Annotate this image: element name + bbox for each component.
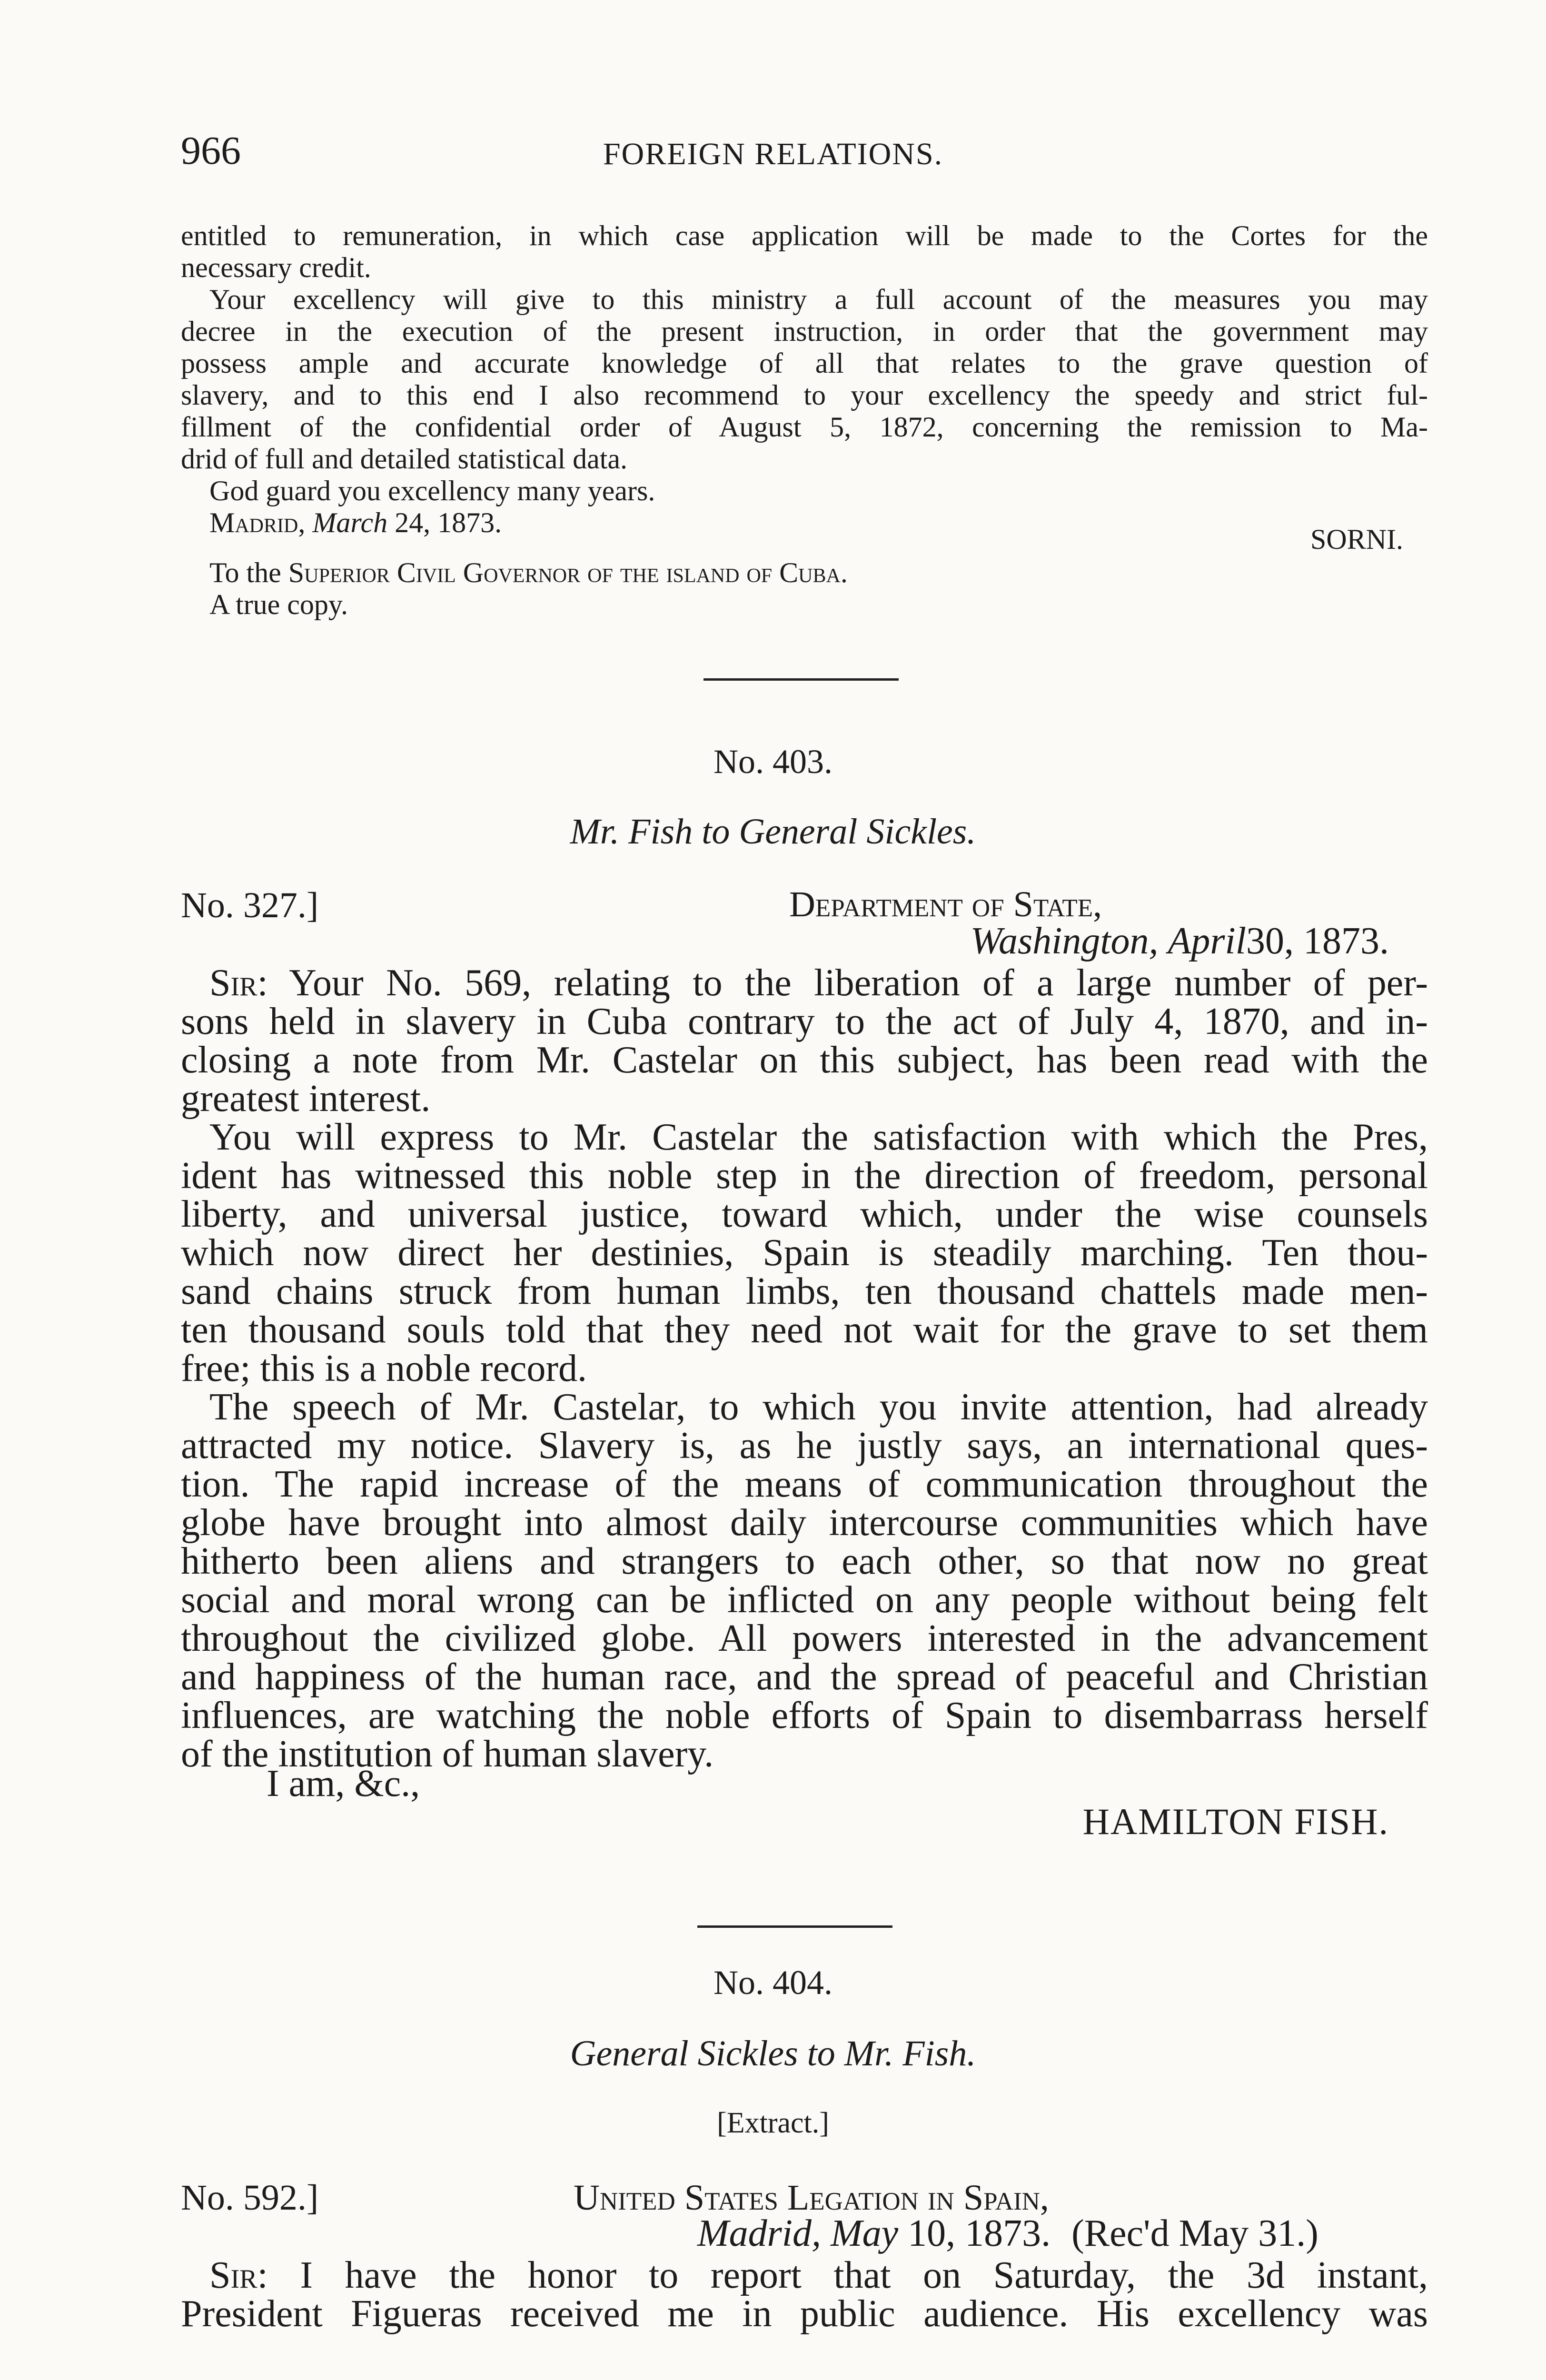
doc403-title: Mr. Fish to General Sickles. [570, 812, 976, 852]
doc403-body [181, 964, 1428, 1774]
doc402-date-month: March [312, 507, 388, 538]
doc403-p1-line: greatest interest. [181, 1078, 431, 1120]
doc403-number: No. 403. [714, 743, 832, 781]
doc403-closing: I am, &c., [267, 1763, 420, 1805]
doc403-dateline [971, 921, 1389, 961]
doc404-ref: No. 592.] [181, 2178, 319, 2218]
section-divider [697, 1925, 892, 1928]
doc402-p2-line: drid of full and detailed statistical data. [181, 443, 628, 475]
doc402-signature-text: SORNI. [1310, 524, 1403, 555]
doc403-p3-line: of the institution of human slavery. [181, 1733, 714, 1775]
doc403-p3-line: tion. The rapid increase of the means of communication throughout the [181, 1463, 1428, 1505]
doc403-p3-line: and happiness of the human race, and the spread of peaceful and Christian [181, 1656, 1428, 1698]
doc403-p3-line: hitherto been aliens and strangers to each other, so that now no great [181, 1540, 1428, 1582]
doc403-p3-line: globe have brought into almost daily intercourse communities which have [181, 1502, 1428, 1544]
doc402-date-place: Madrid, [209, 507, 306, 538]
doc403-p1-line: closing a note from Mr. Castelar on this subject, has been read with the [181, 1039, 1428, 1081]
page-number: 966 [181, 129, 241, 173]
doc404-salutation: Sir [209, 2254, 258, 2296]
doc404-received: (Rec'd May 31.) [1071, 2212, 1318, 2254]
doc402-body [181, 220, 1428, 539]
doc404-p1-line: President Figueras received me in public audience. His excellency was [181, 2293, 1428, 2335]
doc403-signature: HAMILTON FISH. [1082, 1801, 1389, 1842]
doc402-addressee [209, 557, 848, 589]
doc403-p2-line: You will express to Mr. Castelar the satisfaction with which the Pres, [209, 1116, 1428, 1158]
doc402-dateline [181, 507, 1428, 539]
doc403-p1-line: sons held in slavery in Cuba contrary to the act of July 4, 1870, and in- [181, 1001, 1428, 1042]
doc403-p3-line: attracted my notice. Slavery is, as he justly says, an international ques- [181, 1425, 1428, 1467]
doc403-p3-line: influences, are watching the noble efforts of Spain to disembarrass herself [181, 1695, 1428, 1736]
doc402-true-copy [209, 589, 348, 621]
running-title: FOREIGN RELATIONS. [603, 137, 943, 171]
doc403-date-month: April [1168, 920, 1246, 962]
doc404-date-rest: 10, 1873. [908, 2212, 1051, 2254]
doc403-p3-line: The speech of Mr. Castelar, to which you invite attention, had already [209, 1386, 1428, 1428]
doc402-p2-line: possess ample and accurate knowledge of all that relates to the grave question of [181, 347, 1428, 379]
doc403-p3-line: social and moral wrong can be inflicted on any people without being felt [181, 1579, 1428, 1621]
doc402-p2-line: slavery, and to this end I also recommend to your excellency the speedy and strict ful- [181, 379, 1428, 411]
doc402-signature [1310, 524, 1403, 555]
doc404-date-month: May [831, 2212, 899, 2254]
section-divider [704, 678, 899, 681]
doc402-true-copy-text: A true copy. [209, 589, 348, 620]
doc404-number: No. 404. [714, 1964, 832, 2002]
doc402-addressee-name: Superior Civil Governor of the island of Cuba. [288, 557, 848, 588]
doc403-date-rest: 30, 1873. [1246, 920, 1389, 962]
doc404-dateline [697, 2213, 1318, 2253]
doc404-title: General Sickles to Mr. Fish. [570, 2033, 976, 2073]
doc404-p1-line [181, 2256, 1428, 2295]
doc402-addressee-prefix: To the [209, 557, 288, 588]
doc402-p2-line: decree in the execution of the present instruction, in order that the government may [181, 316, 1428, 347]
doc403-p1-line [181, 964, 1428, 1002]
doc403-place: Washington, [970, 920, 1159, 962]
doc402-p1-line: entitled to remuneration, in which case application will be made to the Cortes for the [181, 220, 1428, 251]
doc402-p1-line: necessary credit. [181, 252, 371, 283]
doc403-salutation: Sir [209, 962, 258, 1004]
doc403-dept: Department of State, [789, 884, 1102, 924]
doc402-p2-line: fillment of the confidential order of August 5, 1872, concerning the remission to Ma- [181, 411, 1428, 443]
doc404-legation: United States Legation in Spain, [574, 2178, 1049, 2218]
doc402-date-rest: 24, 1873. [395, 507, 502, 538]
doc404-place: Madrid, [697, 2212, 821, 2254]
doc404-p1-text: : I have the honor to report that on Saturday, the 3d instant, [257, 2254, 1428, 2296]
doc403-p3-line: throughout the civilized globe. All powers interested in the advancement [181, 1617, 1428, 1659]
doc403-p2-line: sand chains struck from human limbs, ten thousand chattels made men- [181, 1270, 1428, 1312]
doc404-body [181, 2256, 1428, 2333]
doc403-ref: No. 327.] [181, 885, 319, 925]
doc404-note: [Extract.] [717, 2107, 829, 2139]
doc403-p1-text: : Your No. 569, relating to the liberation of a large number of per- [257, 962, 1428, 1004]
doc403-p2-line: which now direct her destinies, Spain is steadily marching. Ten thou- [181, 1232, 1428, 1274]
doc402-closing: God guard you excellency many years. [209, 475, 655, 506]
doc402-p2-line: Your excellency will give to this ministry a full account of the measures you may [209, 284, 1428, 315]
doc403-p2-line: liberty, and universal justice, toward which, under the wise counsels [181, 1193, 1428, 1235]
doc403-p2-line: ten thousand souls told that they need not wait for the grave to set them [181, 1309, 1428, 1351]
doc403-p2-line: ident has witnessed this noble step in the direction of freedom, personal [181, 1155, 1428, 1197]
doc403-p2-line: free; this is a noble record. [181, 1348, 587, 1389]
